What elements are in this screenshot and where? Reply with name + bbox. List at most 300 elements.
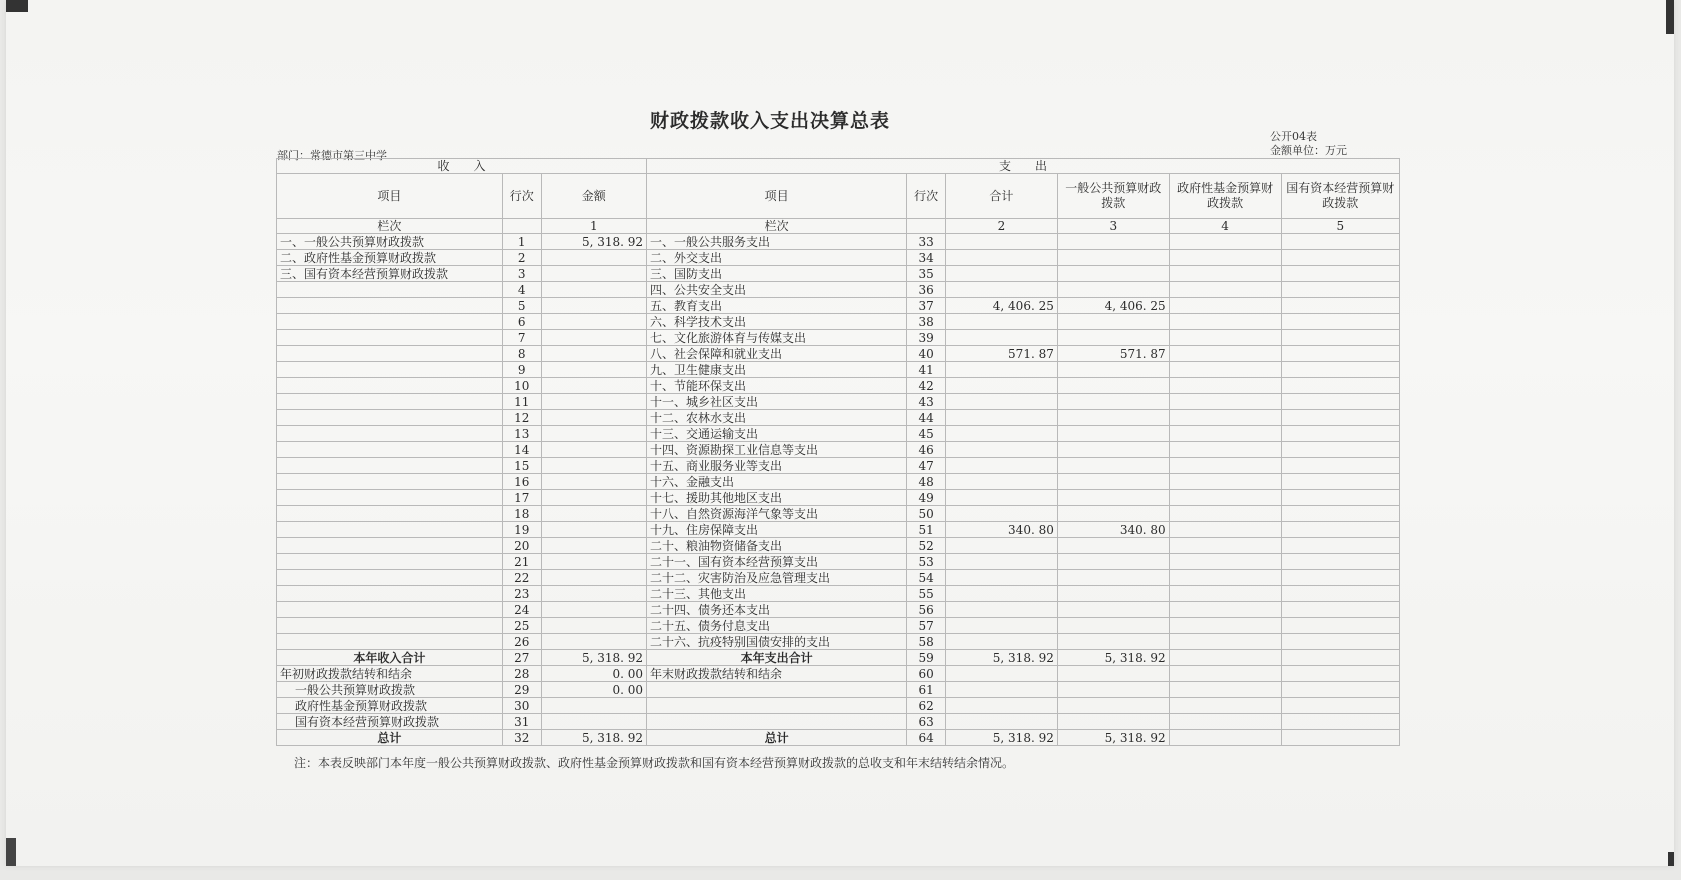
expense-row-no-cell: 49 <box>907 490 946 506</box>
expense-gov-fund-cell <box>1169 298 1281 314</box>
expense-gov-fund-cell <box>1169 666 1281 682</box>
table-row <box>277 714 1400 730</box>
income-row-no-cell: 9 <box>502 362 541 378</box>
expense-state-capital-cell <box>1281 426 1399 442</box>
income-row-no-cell: 3 <box>502 266 541 282</box>
photo-edge <box>6 0 28 12</box>
colno-2: 2 <box>946 219 1058 234</box>
income-item-cell <box>277 298 503 314</box>
income-amount-cell <box>541 266 646 282</box>
expense-state-capital-cell <box>1281 618 1399 634</box>
expense-row-no-cell: 35 <box>907 266 946 282</box>
income-item-cell: 国有资本经营预算财政拨款 <box>277 714 503 730</box>
expense-row-no-cell: 63 <box>907 714 946 730</box>
expense-total-cell <box>946 666 1058 682</box>
expense-general-cell <box>1057 330 1169 346</box>
col-header-income-row: 行次 <box>502 174 541 219</box>
expense-item-cell <box>647 682 907 698</box>
expense-item-cell: 十九、住房保障支出 <box>647 522 907 538</box>
expense-item-cell: 二十四、债务还本支出 <box>647 602 907 618</box>
expense-general-cell <box>1057 282 1169 298</box>
income-row-no-cell: 10 <box>502 378 541 394</box>
photo-edge <box>1666 0 1674 34</box>
table-row <box>277 570 1400 586</box>
expense-general-cell <box>1057 314 1169 330</box>
expense-gov-fund-cell <box>1169 346 1281 362</box>
expense-item-cell: 十六、金融支出 <box>647 474 907 490</box>
income-row-no-cell: 6 <box>502 314 541 330</box>
income-amount-cell <box>541 378 646 394</box>
col-header-expense-item: 项目 <box>647 174 907 219</box>
expense-gov-fund-cell <box>1169 442 1281 458</box>
expense-gov-fund-cell <box>1169 682 1281 698</box>
table-row <box>277 586 1400 602</box>
expense-total-cell: 5, 318. 92 <box>946 730 1058 746</box>
expense-total-cell <box>946 410 1058 426</box>
expense-general-cell: 4, 406. 25 <box>1057 298 1169 314</box>
expense-row-no-cell: 47 <box>907 458 946 474</box>
table-row <box>277 490 1400 506</box>
income-row-no-cell: 27 <box>502 650 541 666</box>
footnote: 注：本表反映部门本年度一般公共预算财政拨款、政府性基金预算财政拨款和国有资本经营预算财政拨款的总收支和年末结转结余情况。 <box>294 756 1015 770</box>
expense-general-cell <box>1057 634 1169 650</box>
expense-total-cell <box>946 282 1058 298</box>
expense-total-cell <box>946 394 1058 410</box>
expense-state-capital-cell <box>1281 634 1399 650</box>
income-row-no-cell: 24 <box>502 602 541 618</box>
expense-total-cell <box>946 602 1058 618</box>
table-row <box>277 650 1400 666</box>
income-item-cell: 一、一般公共预算财政拨款 <box>277 234 503 250</box>
expense-item-cell: 十七、援助其他地区支出 <box>647 490 907 506</box>
income-amount-cell <box>541 602 646 618</box>
expense-gov-fund-cell <box>1169 538 1281 554</box>
expense-row-no-cell: 38 <box>907 314 946 330</box>
income-amount-cell <box>541 714 646 730</box>
income-row-no-cell: 4 <box>502 282 541 298</box>
expense-row-no-cell: 57 <box>907 618 946 634</box>
expense-general-cell <box>1057 426 1169 442</box>
expense-row-no-cell: 41 <box>907 362 946 378</box>
expense-item-cell: 四、公共安全支出 <box>647 282 907 298</box>
expense-total-cell <box>946 634 1058 650</box>
expense-item-cell: 三、国防支出 <box>647 266 907 282</box>
expense-general-cell <box>1057 554 1169 570</box>
table-row <box>277 682 1400 698</box>
expense-general-cell <box>1057 570 1169 586</box>
expense-general-cell <box>1057 362 1169 378</box>
expense-total-cell <box>946 474 1058 490</box>
income-item-cell <box>277 522 503 538</box>
income-amount-cell <box>541 634 646 650</box>
column-number-row <box>277 219 1400 234</box>
expense-total-cell <box>946 458 1058 474</box>
expense-general-cell <box>1057 698 1169 714</box>
expense-general-cell <box>1057 490 1169 506</box>
income-row-no-cell: 32 <box>502 730 541 746</box>
expense-row-no-cell: 60 <box>907 666 946 682</box>
income-row-no-cell: 25 <box>502 618 541 634</box>
table-row <box>277 282 1400 298</box>
expense-gov-fund-cell <box>1169 266 1281 282</box>
expense-total-cell <box>946 314 1058 330</box>
income-amount-cell <box>541 538 646 554</box>
income-amount-cell <box>541 426 646 442</box>
expense-row-no-cell: 51 <box>907 522 946 538</box>
income-amount-cell <box>541 506 646 522</box>
income-amount-cell <box>541 554 646 570</box>
expense-item-cell: 二十一、国有资本经营预算支出 <box>647 554 907 570</box>
income-item-cell <box>277 394 503 410</box>
income-amount-cell <box>541 586 646 602</box>
expense-state-capital-cell <box>1281 458 1399 474</box>
income-item-cell <box>277 282 503 298</box>
income-item-cell <box>277 490 503 506</box>
expense-item-cell: 十二、农林水支出 <box>647 410 907 426</box>
table-row <box>277 538 1400 554</box>
table-row <box>277 378 1400 394</box>
table-row <box>277 634 1400 650</box>
income-amount-cell <box>541 490 646 506</box>
col-header-expense-row: 行次 <box>907 174 946 219</box>
table-row <box>277 602 1400 618</box>
expense-state-capital-cell <box>1281 490 1399 506</box>
income-amount-cell <box>541 410 646 426</box>
colno-label: 栏次 <box>277 219 503 234</box>
income-amount-cell <box>541 474 646 490</box>
income-item-cell <box>277 314 503 330</box>
table-row <box>277 666 1400 682</box>
expense-state-capital-cell <box>1281 698 1399 714</box>
expense-row-no-cell: 50 <box>907 506 946 522</box>
income-row-no-cell: 18 <box>502 506 541 522</box>
table-row <box>277 410 1400 426</box>
table-row <box>277 362 1400 378</box>
colno-blank <box>907 219 946 234</box>
income-item-cell <box>277 634 503 650</box>
col-header-general: 一般公共预算财政拨款 <box>1057 174 1169 219</box>
expense-state-capital-cell <box>1281 650 1399 666</box>
table-header <box>277 174 1400 219</box>
income-item-cell <box>277 602 503 618</box>
income-item-cell <box>277 458 503 474</box>
expense-total-cell <box>946 586 1058 602</box>
table-row <box>277 554 1400 570</box>
expense-general-cell <box>1057 586 1169 602</box>
expense-row-no-cell: 44 <box>907 410 946 426</box>
expense-general-cell: 571. 87 <box>1057 346 1169 362</box>
expense-total-cell <box>946 442 1058 458</box>
expense-item-cell: 年末财政拨款结转和结余 <box>647 666 907 682</box>
expense-row-no-cell: 48 <box>907 474 946 490</box>
expense-total-cell <box>946 378 1058 394</box>
expense-row-no-cell: 58 <box>907 634 946 650</box>
income-amount-cell <box>541 346 646 362</box>
income-item-cell <box>277 586 503 602</box>
income-row-no-cell: 20 <box>502 538 541 554</box>
expense-general-cell <box>1057 266 1169 282</box>
income-item-cell <box>277 330 503 346</box>
income-amount-cell <box>541 330 646 346</box>
expense-gov-fund-cell <box>1169 554 1281 570</box>
income-amount-cell <box>541 458 646 474</box>
expense-general-cell: 340. 80 <box>1057 522 1169 538</box>
amount-unit: 金额单位：万元 <box>1270 144 1347 157</box>
expense-state-capital-cell <box>1281 314 1399 330</box>
table-row <box>277 698 1400 714</box>
expense-total-cell <box>946 714 1058 730</box>
expense-state-capital-cell <box>1281 666 1399 682</box>
income-item-cell <box>277 618 503 634</box>
expense-row-no-cell: 36 <box>907 282 946 298</box>
income-item-cell <box>277 554 503 570</box>
income-row-no-cell: 1 <box>502 234 541 250</box>
col-header-income-item: 项目 <box>277 174 503 219</box>
income-item-cell: 总计 <box>277 730 503 746</box>
document-title: 财政拨款收入支出决算总表 <box>649 110 890 132</box>
expense-row-no-cell: 37 <box>907 298 946 314</box>
expense-state-capital-cell <box>1281 474 1399 490</box>
expense-general-cell <box>1057 618 1169 634</box>
expense-row-no-cell: 53 <box>907 554 946 570</box>
photo-edge <box>6 838 16 866</box>
income-row-no-cell: 26 <box>502 634 541 650</box>
table-row <box>277 314 1400 330</box>
income-row-no-cell: 28 <box>502 666 541 682</box>
expense-general-cell <box>1057 458 1169 474</box>
expense-item-cell: 二十六、抗疫特别国债安排的支出 <box>647 634 907 650</box>
expense-gov-fund-cell <box>1169 394 1281 410</box>
expense-item-cell <box>647 698 907 714</box>
expense-state-capital-cell <box>1281 282 1399 298</box>
expense-total-cell: 4, 406. 25 <box>946 298 1058 314</box>
income-amount-cell <box>541 250 646 266</box>
income-amount-cell: 0. 00 <box>541 682 646 698</box>
expense-gov-fund-cell <box>1169 490 1281 506</box>
colno-5: 5 <box>1281 219 1399 234</box>
expense-total-cell <box>946 618 1058 634</box>
income-row-no-cell: 7 <box>502 330 541 346</box>
expense-state-capital-cell <box>1281 506 1399 522</box>
col-header-state-capital: 国有资本经营预算财政拨款 <box>1281 174 1399 219</box>
income-row-no-cell: 22 <box>502 570 541 586</box>
expense-gov-fund-cell <box>1169 362 1281 378</box>
expense-general-cell <box>1057 442 1169 458</box>
expense-item-cell: 十八、自然资源海洋气象等支出 <box>647 506 907 522</box>
expense-total-cell <box>946 234 1058 250</box>
expense-general-cell <box>1057 234 1169 250</box>
expense-item-cell: 二、外交支出 <box>647 250 907 266</box>
expense-gov-fund-cell <box>1169 730 1281 746</box>
expense-state-capital-cell <box>1281 330 1399 346</box>
expense-general-cell <box>1057 714 1169 730</box>
expense-row-no-cell: 54 <box>907 570 946 586</box>
expense-state-capital-cell <box>1281 346 1399 362</box>
income-item-cell: 年初财政拨款结转和结余 <box>277 666 503 682</box>
expense-total-cell <box>946 426 1058 442</box>
expense-state-capital-cell <box>1281 362 1399 378</box>
colno-3: 3 <box>1057 219 1169 234</box>
expense-general-cell <box>1057 506 1169 522</box>
expense-item-cell: 十四、资源勘探工业信息等支出 <box>647 442 907 458</box>
expense-state-capital-cell <box>1281 234 1399 250</box>
expense-item-cell: 八、社会保障和就业支出 <box>647 346 907 362</box>
income-amount-cell <box>541 442 646 458</box>
income-item-cell: 本年收入合计 <box>277 650 503 666</box>
income-amount-cell <box>541 570 646 586</box>
income-item-cell <box>277 362 503 378</box>
income-row-no-cell: 29 <box>502 682 541 698</box>
col-header-gov-fund: 政府性基金预算财政拨款 <box>1169 174 1281 219</box>
budget-table <box>276 158 1400 746</box>
expense-row-no-cell: 45 <box>907 426 946 442</box>
expense-state-capital-cell <box>1281 442 1399 458</box>
table-row <box>277 522 1400 538</box>
table-row <box>277 442 1400 458</box>
expense-item-cell: 总计 <box>647 730 907 746</box>
income-row-no-cell: 19 <box>502 522 541 538</box>
income-row-no-cell: 15 <box>502 458 541 474</box>
table-row <box>277 426 1400 442</box>
income-amount-cell: 5, 318. 92 <box>541 730 646 746</box>
expense-row-no-cell: 52 <box>907 538 946 554</box>
expense-gov-fund-cell <box>1169 474 1281 490</box>
expense-gov-fund-cell <box>1169 330 1281 346</box>
expense-general-cell <box>1057 666 1169 682</box>
expense-row-no-cell: 42 <box>907 378 946 394</box>
income-item-cell <box>277 538 503 554</box>
expense-gov-fund-cell <box>1169 650 1281 666</box>
expense-row-no-cell: 43 <box>907 394 946 410</box>
expense-item-cell: 二十二、灾害防治及应急管理支出 <box>647 570 907 586</box>
income-amount-cell <box>541 362 646 378</box>
income-item-cell <box>277 378 503 394</box>
income-item-cell <box>277 346 503 362</box>
income-row-no-cell: 30 <box>502 698 541 714</box>
expense-row-no-cell: 62 <box>907 698 946 714</box>
table-row <box>277 250 1400 266</box>
expense-header: 支 出 <box>647 159 1400 174</box>
expense-row-no-cell: 55 <box>907 586 946 602</box>
income-header: 收 入 <box>277 159 647 174</box>
expense-item-cell: 十一、城乡社区支出 <box>647 394 907 410</box>
expense-general-cell <box>1057 682 1169 698</box>
expense-total-cell: 571. 87 <box>946 346 1058 362</box>
income-item-cell <box>277 426 503 442</box>
expense-general-cell <box>1057 410 1169 426</box>
income-row-no-cell: 13 <box>502 426 541 442</box>
col-header-amount: 金额 <box>541 174 646 219</box>
table-row <box>277 298 1400 314</box>
expense-gov-fund-cell <box>1169 618 1281 634</box>
expense-gov-fund-cell <box>1169 586 1281 602</box>
income-item-cell <box>277 474 503 490</box>
expense-item-cell: 二十、粮油物资储备支出 <box>647 538 907 554</box>
department-label: 部门：常德市第三中学 <box>277 149 387 162</box>
income-amount-cell <box>541 522 646 538</box>
table-header-group <box>277 159 1400 174</box>
expense-row-no-cell: 34 <box>907 250 946 266</box>
income-row-no-cell: 21 <box>502 554 541 570</box>
expense-row-no-cell: 61 <box>907 682 946 698</box>
expense-total-cell <box>946 330 1058 346</box>
expense-total-cell: 340. 80 <box>946 522 1058 538</box>
expense-row-no-cell: 64 <box>907 730 946 746</box>
expense-state-capital-cell <box>1281 394 1399 410</box>
expense-item-cell: 十、节能环保支出 <box>647 378 907 394</box>
expense-gov-fund-cell <box>1169 426 1281 442</box>
expense-state-capital-cell <box>1281 586 1399 602</box>
expense-state-capital-cell <box>1281 730 1399 746</box>
income-row-no-cell: 23 <box>502 586 541 602</box>
income-item-cell: 政府性基金预算财政拨款 <box>277 698 503 714</box>
expense-total-cell <box>946 538 1058 554</box>
expense-gov-fund-cell <box>1169 282 1281 298</box>
income-item-cell <box>277 410 503 426</box>
expense-gov-fund-cell <box>1169 522 1281 538</box>
expense-state-capital-cell <box>1281 298 1399 314</box>
expense-gov-fund-cell <box>1169 234 1281 250</box>
photo-edge <box>1668 852 1674 866</box>
colno-4: 4 <box>1169 219 1281 234</box>
expense-general-cell <box>1057 474 1169 490</box>
expense-total-cell <box>946 250 1058 266</box>
expense-row-no-cell: 56 <box>907 602 946 618</box>
colno-1: 1 <box>541 219 646 234</box>
expense-total-cell <box>946 698 1058 714</box>
income-item-cell: 三、国有资本经营预算财政拨款 <box>277 266 503 282</box>
expense-state-capital-cell <box>1281 266 1399 282</box>
colno-label: 栏次 <box>647 219 907 234</box>
table-row <box>277 346 1400 362</box>
expense-state-capital-cell <box>1281 554 1399 570</box>
expense-gov-fund-cell <box>1169 506 1281 522</box>
expense-total-cell <box>946 570 1058 586</box>
income-item-cell: 一般公共预算财政拨款 <box>277 682 503 698</box>
income-row-no-cell: 12 <box>502 410 541 426</box>
table-row <box>277 266 1400 282</box>
expense-item-cell: 本年支出合计 <box>647 650 907 666</box>
expense-row-no-cell: 40 <box>907 346 946 362</box>
expense-item-cell <box>647 714 907 730</box>
expense-row-no-cell: 39 <box>907 330 946 346</box>
income-row-no-cell: 17 <box>502 490 541 506</box>
expense-total-cell <box>946 266 1058 282</box>
table-row <box>277 330 1400 346</box>
expense-general-cell: 5, 318. 92 <box>1057 650 1169 666</box>
expense-item-cell: 七、文化旅游体育与传媒支出 <box>647 330 907 346</box>
income-row-no-cell: 2 <box>502 250 541 266</box>
expense-state-capital-cell <box>1281 602 1399 618</box>
expense-general-cell <box>1057 394 1169 410</box>
expense-total-cell <box>946 506 1058 522</box>
expense-total-cell: 5, 318. 92 <box>946 650 1058 666</box>
expense-item-cell: 九、卫生健康支出 <box>647 362 907 378</box>
expense-total-cell <box>946 554 1058 570</box>
expense-item-cell: 六、科学技术支出 <box>647 314 907 330</box>
expense-gov-fund-cell <box>1169 570 1281 586</box>
expense-state-capital-cell <box>1281 410 1399 426</box>
expense-state-capital-cell <box>1281 378 1399 394</box>
expense-total-cell <box>946 682 1058 698</box>
income-amount-cell <box>541 394 646 410</box>
expense-state-capital-cell <box>1281 522 1399 538</box>
expense-general-cell <box>1057 602 1169 618</box>
income-item-cell <box>277 442 503 458</box>
income-amount-cell <box>541 618 646 634</box>
expense-state-capital-cell <box>1281 538 1399 554</box>
expense-gov-fund-cell <box>1169 698 1281 714</box>
